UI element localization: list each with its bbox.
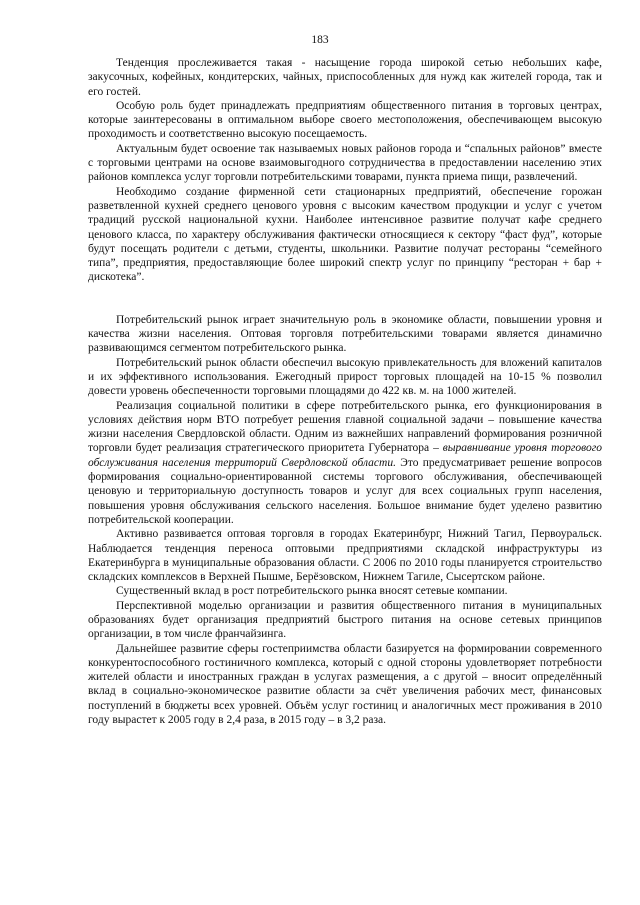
paragraph-fast-food-model: Перспективной моделью организации и развития общественного питания в муниципальных образованиях будет организация предприятий быстрого питания на основе сетевых принципов организации, в том числе франчайзинга. [88, 599, 602, 641]
paragraph-wholesale: Активно развивается оптовая торговля в городах Екатеринбург, Нижний Тагил, Первоуральск. Наблюдается тенденция переноса оптовыми предприятиями складской инфраструктуры из Екатеринбурга в муниципальные образования области. С 2006 по 2010 годы планируется строительство складских комплексов в Верхней Пышме, Берёзовском, Нижнем Тагиле, Сысертском районе. [88, 528, 602, 584]
paragraph-investment: Потребительский рынок области обеспечил высокую привлекательность для вложений капиталов и их эффективного использования. Ежегодный прирост торговых площадей на 10-15 % позволил довести уровень обеспеченности торговыми площадями до 422 кв. м. на 1000 жителей. [88, 356, 602, 398]
paragraph-restaurant-network: Необходимо создание фирменной сети стационарных предприятий, обеспечение горожан разветвленной кухней среднего ценового уровня с высоким качеством продукции и услуг с учетом традиций русской национальной кухни. Наиболее интенсивное развитие получат кафе среднего ценового класса, по характеру обслуживания фактически относящиеся к сектору “фаст фуд”, которые будут посещать родители с детьми, студенты, школьники. Развитие получат рестораны “семейного типа”, предприятия, предоставляющие более широкий спектр услуг по принципу “ресторан + бар + дискотека”. [88, 185, 602, 284]
paragraph-cafe-trend: Тенденция прослеживается такая - насыщение города широкой сетью небольших кафе, закусочных, кофейных, кондитерских, чайных, приспособленных для нужд как жителей города, так и его гостей. [88, 57, 602, 98]
paragraph-social-policy [88, 399, 602, 528]
social-policy-continuation: Это предусматривает решение вопросов формирования социально-ориентированной системы торгового обслуживания, обеспечивающей ценовую и территориальную доступность товаров и услуг для всех социальных групп населения, повышения уровня обслуживания сельского населения. Большое внимание будет уделено развитию потребительской кооперации. [88, 456, 602, 526]
section-gap [88, 285, 602, 313]
paragraph-shopping-centers: Особую роль будет принадлежать предприятиям общественного питания в торговых центрах, которые заинтересованы в оптимальном выборе своего местоположения, обеспечивающем высокую проходимость и соответственно высокую посещаемость. [88, 99, 602, 141]
paragraph-network-companies: Существенный вклад в рост потребительского рынка вносят сетевые компании. [116, 585, 508, 598]
page-number: 183 [311, 34, 329, 46]
paragraph-hospitality: Дальнейшее развитие сферы гостеприимства области базируется на формировании современного конкурентоспособного гостиничного комплекса, который с одной стороны удовлетворяет потребности жителей области и иностранных граждан в услугах размещения, а с другой – вносит определённый вклад в социально-экономическое развитие области за счёт увеличения рабочих мест, финансовых поступлений в бюджеты всех уровней. Объём услуг гостиниц и аналогичных мест проживания в 2010 году вырастет к 2005 году в 2,4 раза, в 2015 году – в 3,2 раза. [88, 642, 602, 727]
governor-priority-italic: выравнивание уровня торгового обслуживания населения территорий Свердловской области. [88, 442, 602, 469]
document-body [88, 56, 602, 727]
paragraph-consumer-market: Потребительский рынок играет значительную роль в экономике области, повышении уровня и качества жизни населения. Оптовая торговля потребительскими товарами является динамично развивающимся сегментом потребительского рынка. [88, 313, 602, 355]
social-policy-text: Реализация социальной политики в сфере потребительского рынка, его функционирования в условиях действия норм ВТО потребует решения главной социальной задачи – повышение качества жизни населения Свердловской области. Одним из важнейших направлений формирования розничной торговли будет реализация стратегического приоритета Губернатора – [88, 399, 602, 455]
paragraph-new-districts: Актуальным будет освоение так называемых новых районов города и “спальных районов” вместе с торговыми центрами на основе взаимовыгодного сотрудничества в предоставлении населению этих районов комплекса услуг торговли потребительскими товарами, пункта приема пищи, развлечений. [88, 142, 602, 184]
